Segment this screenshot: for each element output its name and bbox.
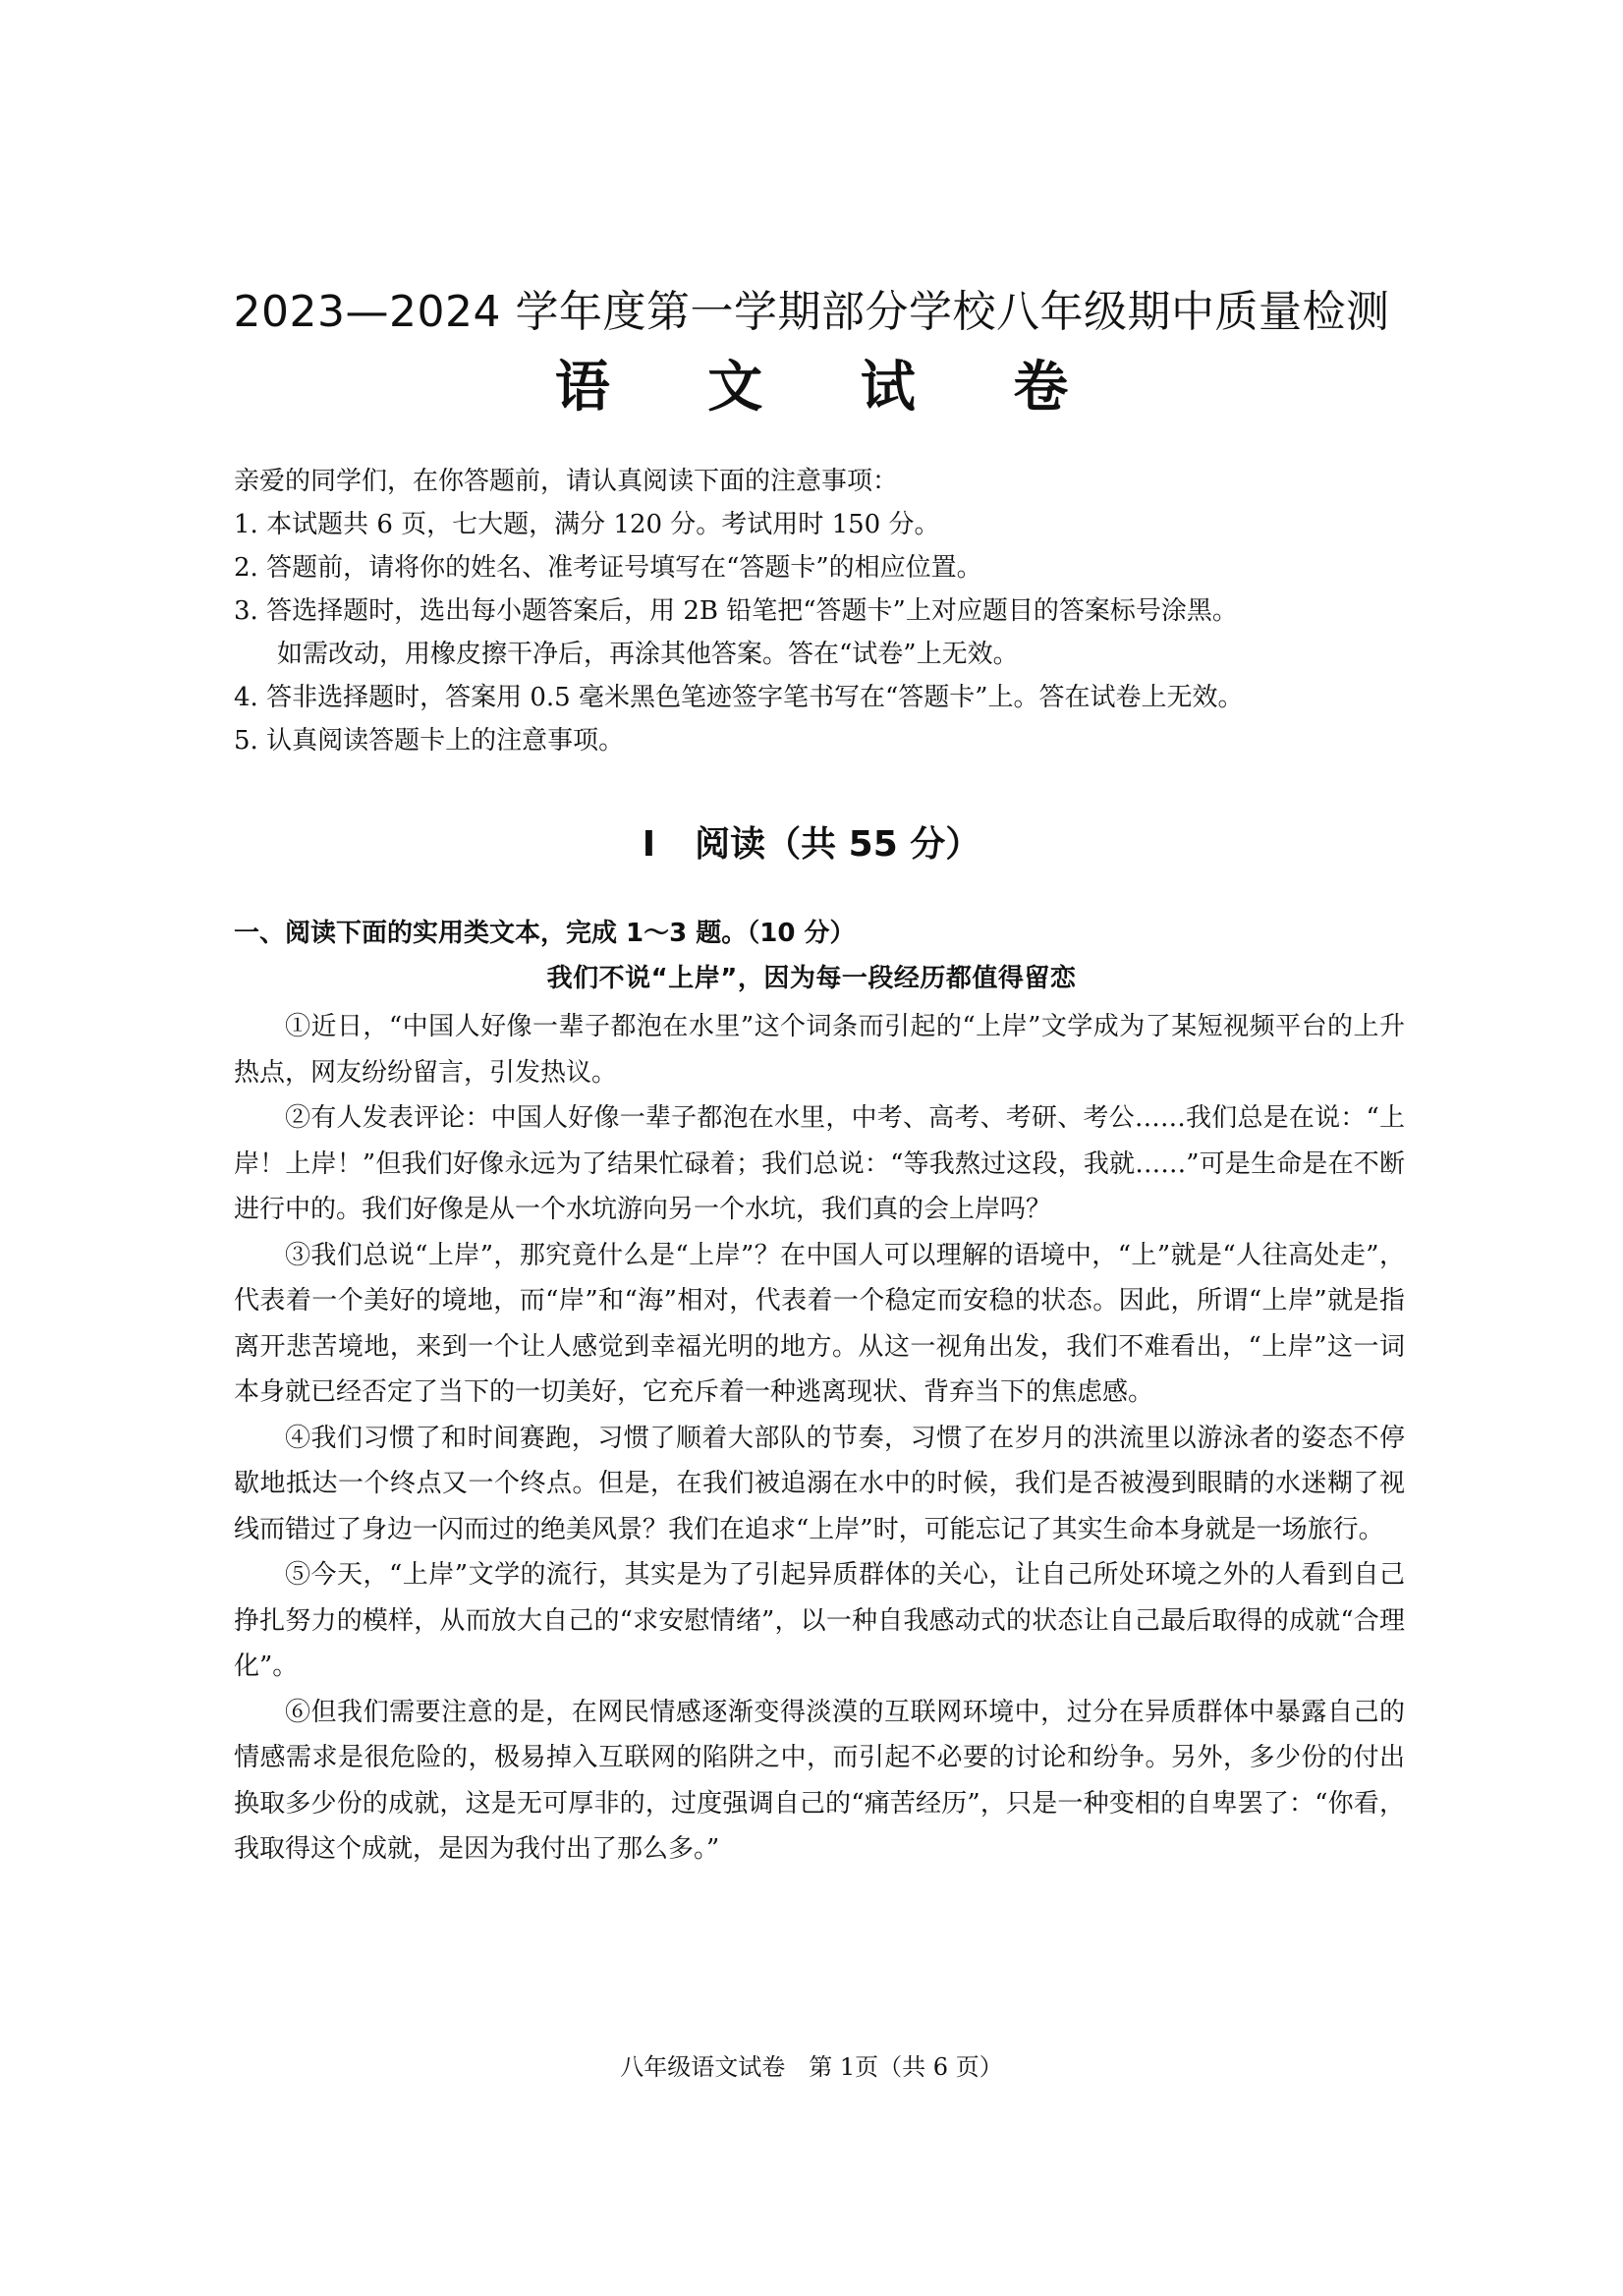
notice-item-5: 5. 认真阅读答题卡上的注意事项。: [234, 726, 625, 756]
notice-item-1: 1. 本试题共 6 页，七大题，满分 120 分。考试用时 150 分。: [234, 510, 940, 539]
section-heading: [0, 815, 1623, 874]
exam-title: 2023—2024 学年度第一学期部分学校八年级期中质量检测: [233, 287, 1390, 337]
article-paragraph-3: ③我们总说“上岸”，那究竟什么是“上岸”？在中国人可以理解的语境中，“上”就是“人往高处走”，代表着一个美好的境地，而“岸”和“海”相对，代表着一个稳定而安稳的状态。因此，所谓“上岸”就是指离开悲苦境地，来到一个让人感觉到幸福光明的地方。从这一视角出发，我们不难看出，“上岸”这一词本身就已经否定了当下的一切美好，它充斥着一种逃离现状、背弃当下的焦虑感。: [234, 1240, 1405, 1407]
article-title: 我们不说“上岸”，因为每一段经历都值得留恋: [546, 964, 1077, 993]
notice-item-4: 4. 答非选择题时，答案用 0.5 毫米黑色笔迹签字笔书写在“答题卡”上。答在试卷上无效。: [234, 683, 1244, 712]
article-paragraph-1: ①近日，“中国人好像一辈子都泡在水里”这个词条而引起的“上岸”文学成为了某短视频平台的上升热点，网友纷纷留言，引发热议。: [234, 1012, 1405, 1088]
article-paragraph-4: ④我们习惯了和时间赛跑，习惯了顺着大部队的节奏，习惯了在岁月的洪流里以游泳者的姿态不停歇地抵达一个终点又一个终点。但是，在我们被追溺在水中的时候，我们是否被漫到眼睛的水迷糊了视线而错过了身边一闪而过的绝美风景？我们在追求“上岸”时，可能忘记了其实生命本身就是一场旅行。: [234, 1423, 1405, 1544]
article-paragraph-6: ⑥但我们需要注意的是，在网民情感逐渐变得淡漠的互联网环境中，过分在异质群体中暴露自己的情感需求是很危险的，极易掉入互联网的陷阱之中，而引起不必要的讨论和纷争。另外，多少份的付出换取多少份的成就，这是无可厚非的，过度强调自己的“痛苦经历”，只是一种变相的自卑罢了：“你看，我取得这个成就，是因为我付出了那么多。”: [234, 1697, 1405, 1864]
article-paragraph-5: ⑤今天，“上岸”文学的流行，其实是为了引起异质群体的关心，让自己所处环境之外的人看到自己挣扎努力的模样，从而放大自己的“求安慰情绪”，以一种自我感动式的状态让自己最后取得的成就“合理化”。: [234, 1560, 1405, 1681]
notice-item-3: 3. 答选择题时，选出每小题答案后，用 2B 铅笔把“答题卡”上对应题目的答案标号涂黑。: [234, 596, 1238, 626]
notice-block: [234, 460, 1423, 762]
section-title: 阅读（共 55 分）: [695, 824, 981, 865]
exam-subtitle: 语 文 试 卷: [554, 356, 1108, 420]
question-heading: 一、阅读下面的实用类文本，完成 1～3 题。（10 分）: [234, 919, 856, 948]
page-footer: 八年级语文试卷 第 1页（共 6 页）: [620, 2053, 1003, 2081]
notice-intro: 亲爱的同学们，在你答题前，请认真阅读下面的注意事项：: [234, 467, 899, 496]
notice-item-2: 2. 答题前，请将你的姓名、准考证号填写在“答题卡”的相应位置。: [234, 553, 982, 583]
article-paragraph-2: ②有人发表评论：中国人好像一辈子都泡在水里，中考、高考、考研、考公……我们总是在说：“上岸！上岸！”但我们好像永远为了结果忙碌着；我们总说：“等我熬过这段，我就……”可是生命是在不断进行中的。我们好像是从一个水坑游向另一个水坑，我们真的会上岸吗？: [234, 1103, 1405, 1224]
article-body: [234, 1004, 1405, 1873]
section-number: I: [642, 824, 656, 865]
notice-item-3-continued: 如需改动，用橡皮擦干净后，再涂其他答案。答在“试卷”上无效。: [277, 640, 1019, 669]
